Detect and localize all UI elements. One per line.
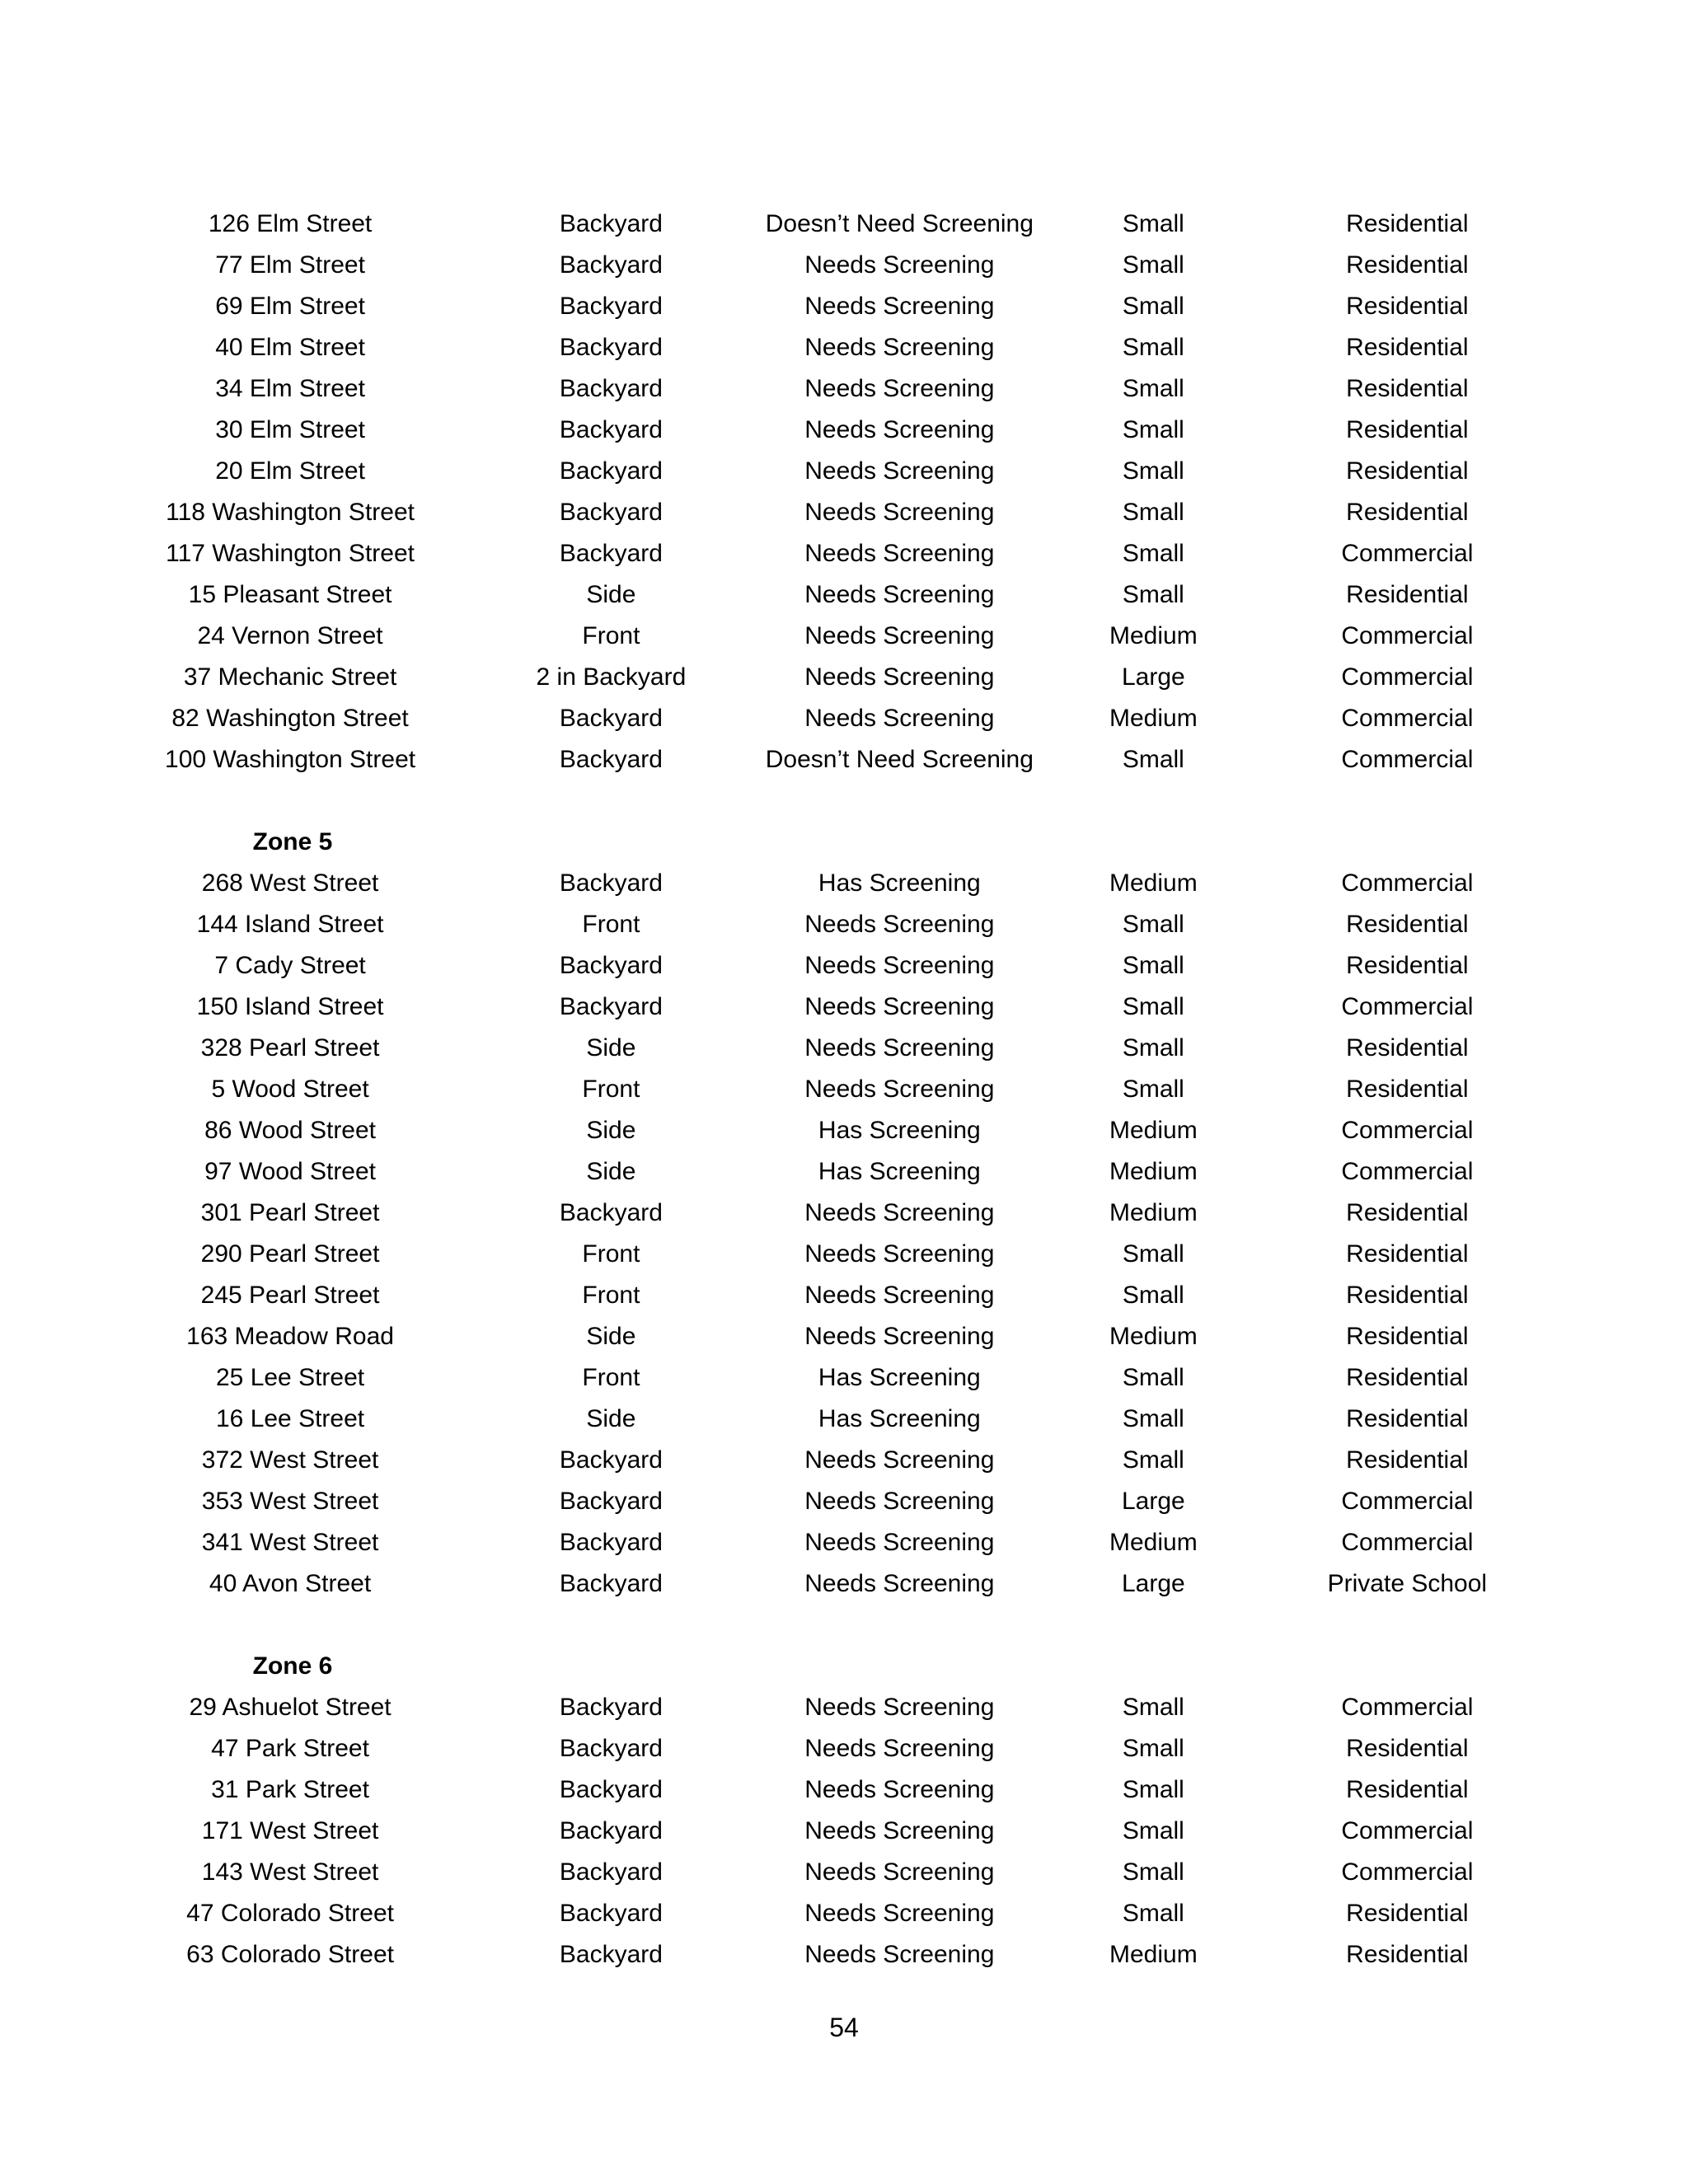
- address-cell: 144 Island Street: [196, 911, 384, 938]
- screening-cell: Needs Screening: [804, 1529, 995, 1556]
- location-cell: Side: [586, 1158, 636, 1185]
- address-cell: 341 West Street: [201, 1529, 379, 1556]
- table-row: [124, 410, 1541, 451]
- size-cell: Small: [1122, 457, 1184, 485]
- location-cell: Front: [582, 1076, 640, 1103]
- address-cell: 15 Pleasant Street: [188, 581, 392, 608]
- location-cell: Backyard: [559, 993, 663, 1020]
- property-type-cell: Residential: [1346, 1199, 1469, 1226]
- size-cell: Small: [1122, 293, 1184, 320]
- location-cell: Front: [582, 622, 640, 649]
- size-cell: Medium: [1109, 1941, 1198, 1968]
- screening-cell: Needs Screening: [804, 1817, 995, 1844]
- screening-cell: Needs Screening: [804, 1776, 995, 1803]
- location-cell: Side: [586, 1405, 636, 1432]
- screening-cell: Needs Screening: [804, 911, 995, 938]
- location-cell: Front: [582, 1240, 640, 1268]
- table-row: [124, 492, 1541, 533]
- address-cell: 69 Elm Street: [215, 293, 365, 320]
- location-cell: Backyard: [559, 1488, 663, 1515]
- table-row: [124, 1811, 1541, 1852]
- location-cell: Side: [586, 1323, 636, 1350]
- table-row: [124, 245, 1541, 286]
- screening-cell: Needs Screening: [804, 1694, 995, 1721]
- property-type-cell: Residential: [1346, 457, 1469, 485]
- property-type-cell: Residential: [1346, 1364, 1469, 1391]
- table-row: [124, 1893, 1541, 1934]
- screening-table: [124, 204, 1541, 1975]
- location-cell: Side: [586, 581, 636, 608]
- address-cell: 328 Pearl Street: [200, 1034, 380, 1062]
- screening-cell: Needs Screening: [804, 1282, 995, 1309]
- page-number: 54: [829, 2013, 859, 2042]
- property-type-cell: Residential: [1346, 499, 1469, 526]
- table-row: [124, 574, 1541, 616]
- address-cell: 97 Wood Street: [204, 1158, 377, 1185]
- screening-cell: Needs Screening: [804, 663, 995, 691]
- location-cell: Backyard: [559, 540, 663, 567]
- screening-cell: Doesn’t Need Screening: [765, 210, 1034, 237]
- location-cell: Side: [586, 1117, 636, 1144]
- address-cell: 77 Elm Street: [215, 251, 365, 279]
- section-spacer: [124, 780, 1541, 822]
- table-row: [124, 1522, 1541, 1563]
- size-cell: Small: [1122, 1240, 1184, 1268]
- property-type-cell: Residential: [1346, 1900, 1469, 1927]
- address-cell: 24 Vernon Street: [197, 622, 383, 649]
- address-cell: 301 Pearl Street: [200, 1199, 380, 1226]
- location-cell: Backyard: [559, 1570, 663, 1597]
- table-row: [124, 1028, 1541, 1069]
- size-cell: Small: [1122, 1900, 1184, 1927]
- address-cell: 7 Cady Street: [214, 952, 366, 979]
- property-type-cell: Residential: [1346, 210, 1469, 237]
- size-cell: Small: [1122, 375, 1184, 402]
- screening-cell: Needs Screening: [804, 1240, 995, 1268]
- size-cell: Medium: [1109, 1158, 1198, 1185]
- table-row: [124, 1193, 1541, 1234]
- property-type-cell: Residential: [1346, 581, 1469, 608]
- screening-cell: Needs Screening: [804, 1446, 995, 1474]
- screening-cell: Needs Screening: [804, 581, 995, 608]
- size-cell: Small: [1122, 1858, 1184, 1886]
- address-cell: 47 Colorado Street: [186, 1900, 394, 1927]
- table-row: [124, 1769, 1541, 1811]
- property-type-cell: Commercial: [1341, 540, 1474, 567]
- size-cell: Medium: [1109, 705, 1198, 732]
- size-cell: Small: [1122, 1405, 1184, 1432]
- location-cell: Backyard: [559, 251, 663, 279]
- address-cell: 268 West Street: [201, 869, 379, 897]
- screening-cell: Has Screening: [818, 1158, 981, 1185]
- address-cell: 30 Elm Street: [215, 416, 365, 443]
- screening-cell: Needs Screening: [804, 705, 995, 732]
- screening-cell: Has Screening: [818, 1117, 981, 1144]
- property-type-cell: Residential: [1346, 1446, 1469, 1474]
- address-cell: 31 Park Street: [211, 1776, 369, 1803]
- table-row: [124, 1399, 1541, 1440]
- table-row: [124, 1687, 1541, 1728]
- size-cell: Small: [1122, 416, 1184, 443]
- location-cell: Backyard: [559, 334, 663, 361]
- property-type-cell: Commercial: [1341, 1858, 1474, 1886]
- address-cell: 245 Pearl Street: [200, 1282, 380, 1309]
- property-type-cell: Residential: [1346, 1240, 1469, 1268]
- location-cell: Backyard: [559, 705, 663, 732]
- location-cell: Backyard: [559, 1446, 663, 1474]
- screening-cell: Doesn’t Need Screening: [765, 746, 1034, 773]
- table-row: [124, 739, 1541, 780]
- address-cell: 40 Avon Street: [209, 1570, 372, 1597]
- address-cell: 143 West Street: [201, 1858, 379, 1886]
- property-type-cell: Commercial: [1341, 1694, 1474, 1721]
- property-type-cell: Private School: [1327, 1570, 1488, 1597]
- zone-heading-row: [124, 822, 1541, 863]
- address-cell: 171 West Street: [201, 1817, 379, 1844]
- address-cell: 20 Elm Street: [215, 457, 365, 485]
- property-type-cell: Commercial: [1341, 746, 1474, 773]
- size-cell: Small: [1122, 1076, 1184, 1103]
- address-cell: 82 Washington Street: [171, 705, 409, 732]
- property-type-cell: Commercial: [1341, 1488, 1474, 1515]
- screening-cell: Needs Screening: [804, 1323, 995, 1350]
- table-row: [124, 204, 1541, 245]
- property-type-cell: Residential: [1346, 1034, 1469, 1062]
- property-type-cell: Commercial: [1341, 705, 1474, 732]
- location-cell: Front: [582, 1364, 640, 1391]
- address-cell: 29 Ashuelot Street: [189, 1694, 392, 1721]
- screening-cell: Needs Screening: [804, 1735, 995, 1762]
- zone-heading: Zone 5: [252, 828, 333, 855]
- property-type-cell: Residential: [1346, 1076, 1469, 1103]
- screening-cell: Needs Screening: [804, 1858, 995, 1886]
- table-row: [124, 863, 1541, 904]
- table-row: [124, 616, 1541, 657]
- screening-cell: Needs Screening: [804, 993, 995, 1020]
- property-type-cell: Commercial: [1341, 993, 1474, 1020]
- section-spacer: [124, 1605, 1541, 1646]
- location-cell: Front: [582, 1282, 640, 1309]
- screening-cell: Needs Screening: [804, 416, 995, 443]
- size-cell: Large: [1121, 1488, 1185, 1515]
- size-cell: Medium: [1109, 869, 1198, 897]
- location-cell: Backyard: [559, 457, 663, 485]
- zone-heading: Zone 6: [252, 1652, 333, 1680]
- property-type-cell: Residential: [1346, 1282, 1469, 1309]
- property-type-cell: Commercial: [1341, 1817, 1474, 1844]
- property-type-cell: Residential: [1346, 293, 1469, 320]
- table-row: [124, 1728, 1541, 1769]
- size-cell: Small: [1122, 251, 1184, 279]
- location-cell: Backyard: [559, 952, 663, 979]
- property-type-cell: Commercial: [1341, 1529, 1474, 1556]
- screening-cell: Needs Screening: [804, 540, 995, 567]
- screening-cell: Needs Screening: [804, 457, 995, 485]
- screening-cell: Needs Screening: [804, 1488, 995, 1515]
- screening-cell: Has Screening: [818, 869, 981, 897]
- location-cell: Backyard: [559, 1817, 663, 1844]
- screening-cell: Needs Screening: [804, 1034, 995, 1062]
- size-cell: Small: [1122, 1446, 1184, 1474]
- screening-cell: Has Screening: [818, 1364, 981, 1391]
- size-cell: Small: [1122, 540, 1184, 567]
- location-cell: Backyard: [559, 499, 663, 526]
- screening-cell: Needs Screening: [804, 1076, 995, 1103]
- property-type-cell: Residential: [1346, 375, 1469, 402]
- table-row: [124, 657, 1541, 698]
- size-cell: Small: [1122, 210, 1184, 237]
- size-cell: Small: [1122, 581, 1184, 608]
- screening-cell: Needs Screening: [804, 499, 995, 526]
- size-cell: Small: [1122, 1034, 1184, 1062]
- address-cell: 34 Elm Street: [215, 375, 365, 402]
- address-cell: 150 Island Street: [196, 993, 384, 1020]
- property-type-cell: Residential: [1346, 251, 1469, 279]
- size-cell: Small: [1122, 334, 1184, 361]
- size-cell: Medium: [1109, 1117, 1198, 1144]
- address-cell: 37 Mechanic Street: [183, 663, 397, 691]
- screening-cell: Has Screening: [818, 1405, 981, 1432]
- table-row: [124, 987, 1541, 1028]
- table-row: [124, 1934, 1541, 1975]
- property-type-cell: Commercial: [1341, 663, 1474, 691]
- location-cell: Backyard: [559, 1941, 663, 1968]
- address-cell: 126 Elm Street: [208, 210, 373, 237]
- table-row: [124, 1316, 1541, 1357]
- size-cell: Medium: [1109, 622, 1198, 649]
- location-cell: Side: [586, 1034, 636, 1062]
- property-type-cell: Residential: [1346, 1323, 1469, 1350]
- location-cell: Backyard: [559, 869, 663, 897]
- property-type-cell: Residential: [1346, 1941, 1469, 1968]
- location-cell: Backyard: [559, 293, 663, 320]
- table-row: [124, 1357, 1541, 1399]
- table-row: [124, 368, 1541, 410]
- address-cell: 372 West Street: [201, 1446, 379, 1474]
- address-cell: 47 Park Street: [211, 1735, 369, 1762]
- property-type-cell: Commercial: [1341, 1158, 1474, 1185]
- address-cell: 63 Colorado Street: [186, 1941, 394, 1968]
- table-row: [124, 327, 1541, 368]
- size-cell: Small: [1122, 993, 1184, 1020]
- location-cell: Backyard: [559, 416, 663, 443]
- property-type-cell: Residential: [1346, 952, 1469, 979]
- size-cell: Large: [1121, 663, 1185, 691]
- address-cell: 100 Washington Street: [165, 746, 416, 773]
- table-row: [124, 1275, 1541, 1316]
- address-cell: 353 West Street: [201, 1488, 379, 1515]
- table-row: [124, 904, 1541, 945]
- property-type-cell: Residential: [1346, 1776, 1469, 1803]
- screening-cell: Needs Screening: [804, 1199, 995, 1226]
- location-cell: Backyard: [559, 1735, 663, 1762]
- location-cell: Backyard: [559, 1694, 663, 1721]
- location-cell: Backyard: [559, 1529, 663, 1556]
- size-cell: Small: [1122, 499, 1184, 526]
- table-row: [124, 533, 1541, 574]
- size-cell: Large: [1121, 1570, 1185, 1597]
- screening-cell: Needs Screening: [804, 334, 995, 361]
- zone-heading-row: [124, 1646, 1541, 1687]
- size-cell: Small: [1122, 911, 1184, 938]
- address-cell: 25 Lee Street: [215, 1364, 365, 1391]
- address-cell: 16 Lee Street: [215, 1405, 365, 1432]
- size-cell: Medium: [1109, 1323, 1198, 1350]
- screening-cell: Needs Screening: [804, 293, 995, 320]
- table-row: [124, 286, 1541, 327]
- table-row: [124, 1069, 1541, 1110]
- location-cell: Backyard: [559, 1858, 663, 1886]
- property-type-cell: Residential: [1346, 911, 1469, 938]
- table-row: [124, 1151, 1541, 1193]
- table-row: [124, 1481, 1541, 1522]
- table-row: [124, 1110, 1541, 1151]
- address-cell: 117 Washington Street: [166, 540, 415, 567]
- table-row: [124, 1440, 1541, 1481]
- location-cell: Front: [582, 911, 640, 938]
- address-cell: 163 Meadow Road: [186, 1323, 394, 1350]
- screening-cell: Needs Screening: [804, 1941, 995, 1968]
- size-cell: Small: [1122, 1282, 1184, 1309]
- location-cell: 2 in Backyard: [536, 663, 687, 691]
- table-row: [124, 1852, 1541, 1893]
- property-type-cell: Commercial: [1341, 869, 1474, 897]
- size-cell: Small: [1122, 1364, 1184, 1391]
- table-row: [124, 698, 1541, 739]
- address-cell: 290 Pearl Street: [200, 1240, 380, 1268]
- size-cell: Small: [1122, 952, 1184, 979]
- size-cell: Small: [1122, 746, 1184, 773]
- location-cell: Backyard: [559, 1199, 663, 1226]
- property-type-cell: Residential: [1346, 1405, 1469, 1432]
- screening-cell: Needs Screening: [804, 1570, 995, 1597]
- property-type-cell: Residential: [1346, 416, 1469, 443]
- location-cell: Backyard: [559, 1776, 663, 1803]
- property-type-cell: Residential: [1346, 1735, 1469, 1762]
- size-cell: Medium: [1109, 1199, 1198, 1226]
- size-cell: Small: [1122, 1817, 1184, 1844]
- screening-cell: Needs Screening: [804, 375, 995, 402]
- location-cell: Backyard: [559, 210, 663, 237]
- screening-cell: Needs Screening: [804, 622, 995, 649]
- address-cell: 118 Washington Street: [166, 499, 415, 526]
- address-cell: 40 Elm Street: [215, 334, 365, 361]
- location-cell: Backyard: [559, 375, 663, 402]
- size-cell: Medium: [1109, 1529, 1198, 1556]
- property-type-cell: Residential: [1346, 334, 1469, 361]
- address-cell: 86 Wood Street: [204, 1117, 377, 1144]
- screening-cell: Needs Screening: [804, 952, 995, 979]
- size-cell: Small: [1122, 1776, 1184, 1803]
- location-cell: Backyard: [559, 1900, 663, 1927]
- table-row: [124, 451, 1541, 492]
- screening-cell: Needs Screening: [804, 251, 995, 279]
- property-type-cell: Commercial: [1341, 1117, 1474, 1144]
- table-row: [124, 1563, 1541, 1605]
- address-cell: 5 Wood Street: [211, 1076, 369, 1103]
- table-row: [124, 1234, 1541, 1275]
- screening-cell: Needs Screening: [804, 1900, 995, 1927]
- table-row: [124, 945, 1541, 987]
- size-cell: Small: [1122, 1694, 1184, 1721]
- size-cell: Small: [1122, 1735, 1184, 1762]
- property-type-cell: Commercial: [1341, 622, 1474, 649]
- location-cell: Backyard: [559, 746, 663, 773]
